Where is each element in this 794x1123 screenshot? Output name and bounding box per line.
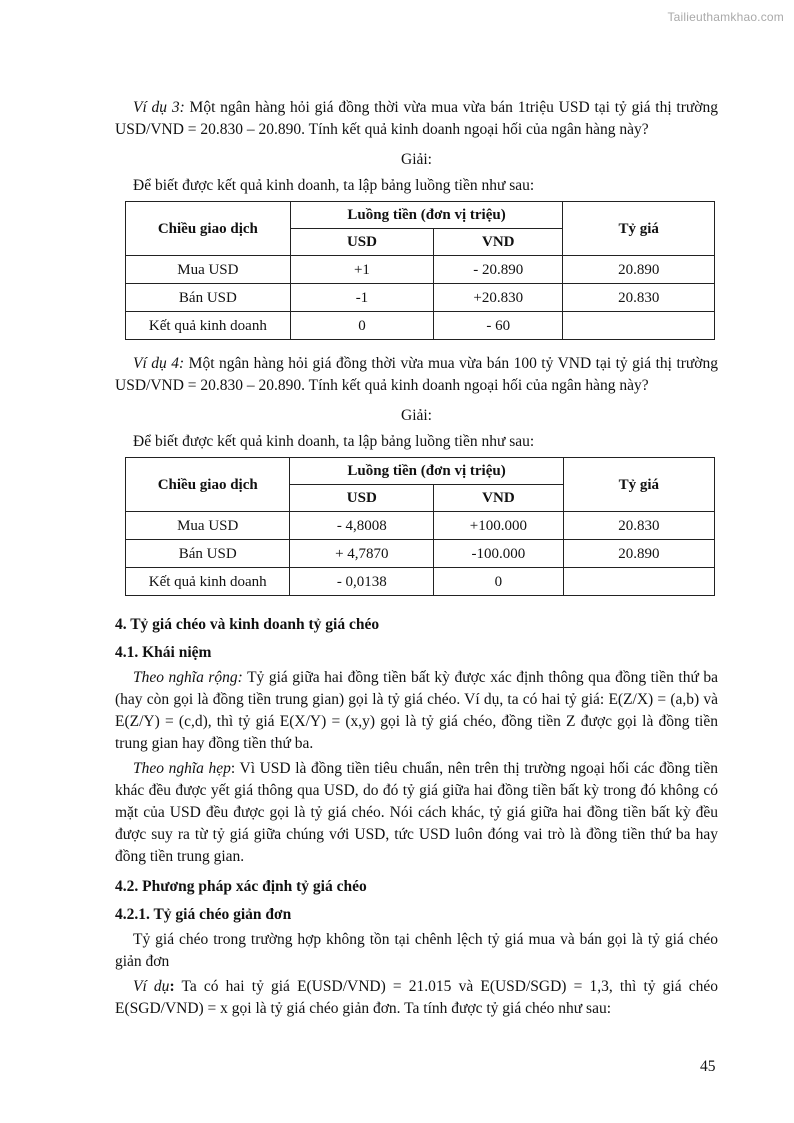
cell-rate: 20.890 bbox=[563, 540, 714, 568]
example-body: Ta có hai tỷ giá E(USD/VND) = 21.015 và E(USD/SGD) = 1,3, thì tỷ giá chéo E(SGD/VND) = x gọi là tỷ giá chéo giản đơn. Ta tính được tỷ giá chéo như sau: bbox=[115, 978, 718, 1017]
narrow-definition-label: Theo nghĩa hẹp bbox=[133, 760, 231, 777]
table-row bbox=[126, 512, 715, 540]
section-4-heading: 4. Tỷ giá chéo và kinh doanh tỷ giá chéo bbox=[115, 616, 380, 633]
col-vnd-header: VND bbox=[434, 229, 563, 256]
example-3-solution-label: Giải: bbox=[401, 151, 432, 168]
cell-vnd: 0 bbox=[434, 568, 563, 596]
col-vnd-header: VND bbox=[434, 485, 563, 512]
cell-vnd: - 60 bbox=[434, 312, 563, 340]
page-content bbox=[115, 70, 718, 1020]
cell-direction: Mua USD bbox=[126, 256, 291, 284]
cell-direction: Bán USD bbox=[126, 540, 290, 568]
section-4-2-1-heading: 4.2.1. Tỷ giá chéo giản đơn bbox=[115, 906, 292, 923]
cell-usd: -1 bbox=[290, 284, 433, 312]
col-rate-header: Tỷ giá bbox=[563, 458, 714, 512]
cell-rate bbox=[563, 568, 714, 596]
cell-rate: 20.830 bbox=[563, 512, 714, 540]
example-3-intro: Để biết được kết quả kinh doanh, ta lập bảng luồng tiền như sau: bbox=[133, 177, 535, 194]
col-usd-header: USD bbox=[290, 485, 434, 512]
broad-definition bbox=[115, 667, 718, 755]
example-4-text bbox=[115, 353, 718, 397]
cell-direction: Kết quả kinh doanh bbox=[126, 312, 291, 340]
broad-definition-label: Theo nghĩa rộng: bbox=[133, 669, 243, 686]
cell-usd: - 0,0138 bbox=[290, 568, 434, 596]
cell-rate: 20.890 bbox=[563, 256, 715, 284]
page-number: 45 bbox=[700, 1058, 716, 1075]
section-4-1-heading: 4.1. Khái niệm bbox=[115, 644, 212, 661]
cell-rate: 20.830 bbox=[563, 284, 715, 312]
cell-direction: Bán USD bbox=[126, 284, 291, 312]
col-usd-header: USD bbox=[290, 229, 433, 256]
example-4-intro: Để biết được kết quả kinh doanh, ta lập bảng luồng tiền như sau: bbox=[133, 433, 535, 450]
example-4-body: Một ngân hàng hỏi giá đồng thời vừa mua vừa bán 100 tỷ VND tại tỷ giá thị trường USD/VND = 20.830 – 20.890. Tính kết quả kinh doanh ngoại hối của ngân hàng này? bbox=[115, 355, 719, 394]
narrow-definition-body: : Vì USD là đồng tiền tiêu chuẩn, nên trên thị trường ngoại hối các đồng tiền khác đều được yết giá thông qua USD, do đó tỷ giá giữa hai đồng tiền bất kỳ trong đó không có mặt của USD đều được gọi là tỷ giá chéo. Nói cách khác, tỷ giá giữa hai đồng tiền bất kỳ đều được suy ra từ tỷ giá giữa chúng với USD, tức USD luôn đóng vai trò là đồng tiền thứ ba hay đồng tiền trung gian. bbox=[115, 760, 718, 865]
example-3-label: Ví dụ 3: bbox=[133, 99, 185, 116]
broad-definition-body: Tỷ giá giữa hai đồng tiền bất kỳ được xác định thông qua đồng tiền thứ ba (hay còn gọi là đồng tiền trung gian) gọi là tỷ giá chéo. Ví dụ, ta có hai tỷ giá: E(Z/X) = (a,b) và E(Z/Y) = (c,d), thì tỷ giá E(X/Y) = (x,y) gọi là tỷ giá chéo, đồng tiền Z được gọi là đồng tiền trung gian hay đồng tiền thứ ba. bbox=[115, 669, 719, 752]
col-rate-header: Tỷ giá bbox=[563, 202, 715, 256]
example-label: Ví dụ bbox=[133, 978, 170, 995]
cell-usd: - 4,8008 bbox=[290, 512, 434, 540]
simple-cross-rate-text: Tỷ giá chéo trong trường hợp không tồn tại chênh lệch tỷ giá mua và bán gọi là tỷ giá chéo giản đơn bbox=[115, 931, 718, 970]
cell-direction: Mua USD bbox=[126, 512, 290, 540]
example-4-label: Ví dụ 4: bbox=[133, 355, 185, 372]
simple-cross-rate-example bbox=[115, 976, 718, 1020]
example-4-cashflow-table bbox=[125, 457, 715, 596]
cell-vnd: +100.000 bbox=[434, 512, 563, 540]
cell-usd: 0 bbox=[290, 312, 433, 340]
example-colon: : bbox=[169, 978, 175, 995]
cell-vnd: - 20.890 bbox=[434, 256, 563, 284]
example-3-text bbox=[115, 97, 718, 141]
col-direction-header: Chiều giao dịch bbox=[126, 202, 291, 256]
table-row bbox=[126, 540, 715, 568]
cell-usd: + 4,7870 bbox=[290, 540, 434, 568]
col-flow-header: Luồng tiền (đơn vị triệu) bbox=[290, 202, 563, 229]
example-3-cashflow-table bbox=[125, 201, 715, 340]
example-4-solution-label: Giải: bbox=[401, 407, 432, 424]
section-4-2-heading: 4.2. Phương pháp xác định tỷ giá chéo bbox=[115, 878, 367, 895]
cell-vnd: +20.830 bbox=[434, 284, 563, 312]
col-flow-header: Luồng tiền (đơn vị triệu) bbox=[290, 458, 563, 485]
cell-vnd: -100.000 bbox=[434, 540, 563, 568]
narrow-definition bbox=[115, 758, 718, 868]
cell-direction: Kết quả kinh doanh bbox=[126, 568, 290, 596]
example-3-body: Một ngân hàng hỏi giá đồng thời vừa mua vừa bán 1triệu USD tại tỷ giá thị trường USD/VND = 20.830 – 20.890. Tính kết quả kinh doanh ngoại hối của ngân hàng này? bbox=[115, 99, 718, 138]
table-row bbox=[126, 312, 715, 340]
col-direction-header: Chiều giao dịch bbox=[126, 458, 290, 512]
watermark: Tailieuthamkhao.com bbox=[667, 10, 784, 24]
table-row bbox=[126, 284, 715, 312]
cell-usd: +1 bbox=[290, 256, 433, 284]
cell-rate bbox=[563, 312, 715, 340]
table-row bbox=[126, 256, 715, 284]
table-row bbox=[126, 568, 715, 596]
